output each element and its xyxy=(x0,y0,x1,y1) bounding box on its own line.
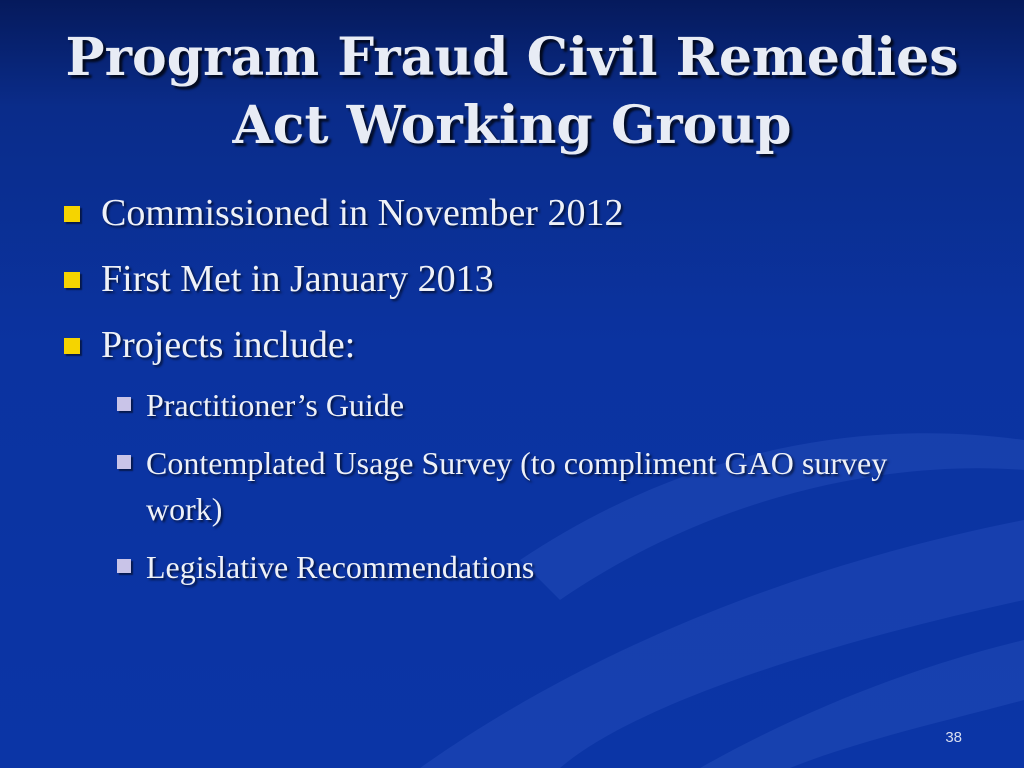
sub-bullet-list xyxy=(117,382,962,590)
square-sub-bullet-icon xyxy=(117,559,131,573)
square-sub-bullet-icon xyxy=(117,397,131,411)
sub-bullet-item xyxy=(117,440,962,532)
square-bullet-icon xyxy=(64,338,80,354)
bullet-text: Projects include: xyxy=(101,324,356,366)
sub-bullet-text: Legislative Recommendations xyxy=(146,549,535,585)
square-sub-bullet-icon xyxy=(117,455,131,469)
page-number: 38 xyxy=(945,729,962,746)
sub-bullet-text: Practitioner’s Guide xyxy=(146,387,405,423)
sub-bullet-text: Contemplated Usage Survey (to compliment GAO survey work) xyxy=(146,445,888,527)
square-bullet-icon xyxy=(64,272,80,288)
bullet-item xyxy=(62,256,962,302)
bullet-item xyxy=(62,190,962,236)
bullet-item xyxy=(62,322,962,368)
bullet-text: First Met in January 2013 xyxy=(101,258,494,300)
square-bullet-icon xyxy=(64,206,80,222)
sub-bullet-item xyxy=(117,382,962,428)
slide-title xyxy=(20,24,1004,160)
bullet-text: Commissioned in November 2012 xyxy=(101,192,624,234)
title-line-1: Program Fraud Civil Remedies xyxy=(65,27,959,88)
bullet-list xyxy=(62,190,962,602)
title-line-2: Act Working Group xyxy=(232,95,792,156)
sub-bullet-item xyxy=(117,544,962,590)
